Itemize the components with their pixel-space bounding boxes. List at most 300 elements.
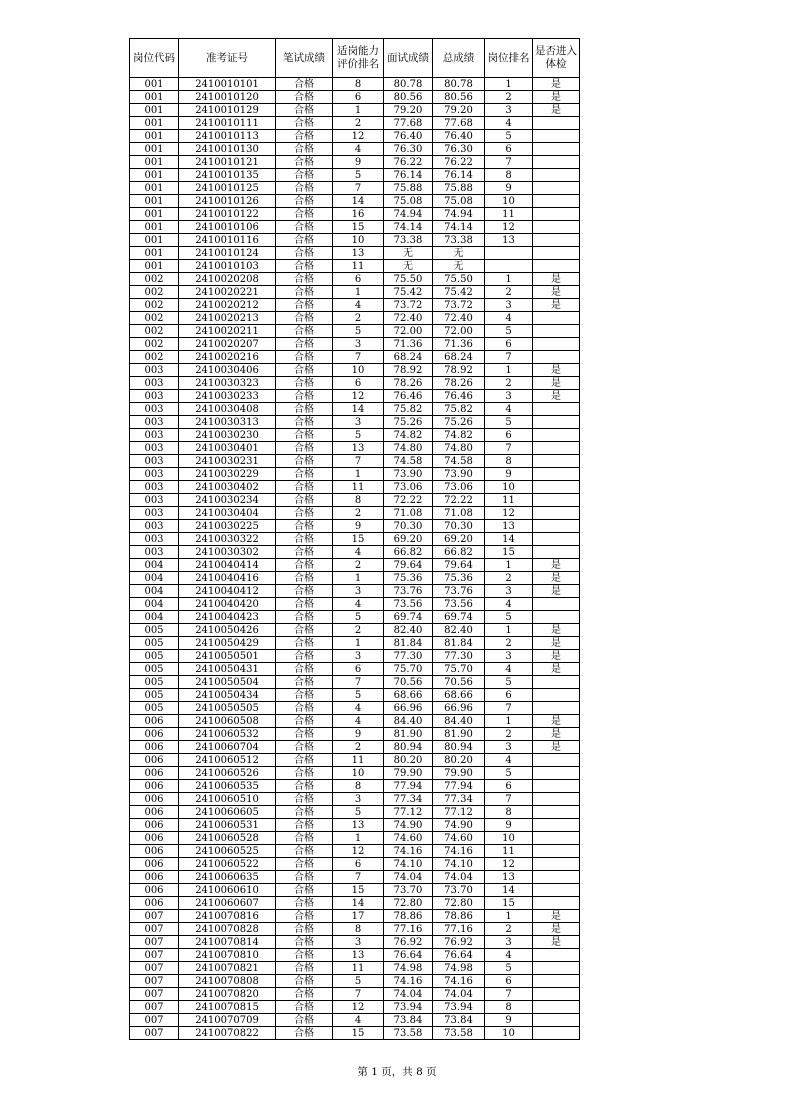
cell-position-code: 002 (130, 286, 179, 299)
cell-ticket-number: 2410030230 (179, 429, 276, 442)
cell-medical-exam (533, 780, 580, 793)
cell-interview-score: 66.96 (384, 702, 433, 715)
cell-ticket-number: 2410010121 (179, 156, 276, 169)
cell-written-score: 合格 (276, 169, 333, 182)
cell-interview-score: 74.04 (384, 988, 433, 1001)
cell-medical-exam (533, 598, 580, 611)
cell-position-rank: 7 (485, 793, 533, 806)
cell-position-code: 003 (130, 455, 179, 468)
cell-total-score: 74.58 (433, 455, 485, 468)
cell-written-score: 合格 (276, 182, 333, 195)
cell-ticket-number: 2410010135 (179, 169, 276, 182)
cell-total-score: 78.92 (433, 364, 485, 377)
cell-interview-score: 81.84 (384, 637, 433, 650)
cell-ticket-number: 2410070828 (179, 923, 276, 936)
cell-written-score: 合格 (276, 897, 333, 910)
cell-aptitude-rank: 10 (333, 234, 384, 247)
cell-aptitude-rank: 3 (333, 338, 384, 351)
cell-written-score: 合格 (276, 975, 333, 988)
cell-medical-exam (533, 819, 580, 832)
cell-interview-score: 82.40 (384, 624, 433, 637)
cell-written-score: 合格 (276, 78, 333, 91)
cell-total-score: 84.40 (433, 715, 485, 728)
header-ticket-number: 准考证号 (179, 39, 276, 78)
cell-total-score: 70.30 (433, 520, 485, 533)
cell-position-rank: 13 (485, 871, 533, 884)
cell-interview-score: 72.40 (384, 312, 433, 325)
cell-total-score: 72.40 (433, 312, 485, 325)
cell-interview-score: 72.00 (384, 325, 433, 338)
cell-position-code: 001 (130, 182, 179, 195)
cell-interview-score: 74.16 (384, 975, 433, 988)
cell-position-code: 006 (130, 767, 179, 780)
cell-position-rank: 5 (485, 767, 533, 780)
cell-written-score: 合格 (276, 585, 333, 598)
table-row (130, 494, 580, 507)
cell-ticket-number: 2410040414 (179, 559, 276, 572)
cell-position-rank: 10 (485, 481, 533, 494)
cell-medical-exam: 是 (533, 91, 580, 104)
cell-ticket-number: 2410030404 (179, 507, 276, 520)
cell-position-rank: 10 (485, 195, 533, 208)
cell-total-score: 74.60 (433, 832, 485, 845)
cell-position-code: 007 (130, 910, 179, 923)
cell-medical-exam (533, 611, 580, 624)
cell-interview-score: 80.94 (384, 741, 433, 754)
table-row (130, 754, 580, 767)
cell-position-rank: 15 (485, 897, 533, 910)
cell-written-score: 合格 (276, 286, 333, 299)
cell-interview-score: 74.58 (384, 455, 433, 468)
cell-written-score: 合格 (276, 338, 333, 351)
cell-ticket-number: 2410060512 (179, 754, 276, 767)
cell-interview-score: 77.34 (384, 793, 433, 806)
cell-medical-exam (533, 260, 580, 273)
cell-aptitude-rank: 1 (333, 832, 384, 845)
cell-position-code: 001 (130, 260, 179, 273)
cell-position-rank: 5 (485, 676, 533, 689)
cell-ticket-number: 2410030229 (179, 468, 276, 481)
table-row (130, 910, 580, 923)
cell-total-score: 75.08 (433, 195, 485, 208)
cell-position-code: 002 (130, 325, 179, 338)
cell-position-code: 007 (130, 949, 179, 962)
cell-medical-exam (533, 1027, 580, 1040)
cell-aptitude-rank: 15 (333, 884, 384, 897)
cell-interview-score: 76.22 (384, 156, 433, 169)
cell-position-rank: 1 (485, 78, 533, 91)
table-row (130, 533, 580, 546)
table-row (130, 598, 580, 611)
table-row (130, 949, 580, 962)
cell-total-score: 82.40 (433, 624, 485, 637)
cell-interview-score: 75.70 (384, 663, 433, 676)
table-row (130, 156, 580, 169)
cell-aptitude-rank: 10 (333, 364, 384, 377)
cell-ticket-number: 2410010122 (179, 208, 276, 221)
cell-aptitude-rank: 6 (333, 377, 384, 390)
cell-aptitude-rank: 12 (333, 845, 384, 858)
cell-aptitude-rank: 15 (333, 1027, 384, 1040)
cell-medical-exam: 是 (533, 299, 580, 312)
cell-interview-score: 69.20 (384, 533, 433, 546)
cell-position-code: 003 (130, 546, 179, 559)
cell-total-score: 66.96 (433, 702, 485, 715)
cell-position-code: 006 (130, 832, 179, 845)
cell-interview-score: 70.56 (384, 676, 433, 689)
cell-total-score: 80.78 (433, 78, 485, 91)
cell-written-score: 合格 (276, 650, 333, 663)
cell-ticket-number: 2410010129 (179, 104, 276, 117)
cell-medical-exam (533, 871, 580, 884)
cell-position-code: 006 (130, 845, 179, 858)
results-table (129, 38, 580, 1040)
cell-position-rank: 8 (485, 806, 533, 819)
cell-position-rank: 6 (485, 689, 533, 702)
cell-total-score: 75.26 (433, 416, 485, 429)
cell-written-score: 合格 (276, 351, 333, 364)
cell-medical-exam (533, 221, 580, 234)
cell-ticket-number: 2410010124 (179, 247, 276, 260)
cell-medical-exam: 是 (533, 624, 580, 637)
cell-ticket-number: 2410020211 (179, 325, 276, 338)
cell-position-rank: 2 (485, 572, 533, 585)
cell-ticket-number: 2410010125 (179, 182, 276, 195)
cell-written-score: 合格 (276, 702, 333, 715)
cell-ticket-number: 2410060531 (179, 819, 276, 832)
cell-total-score: 66.82 (433, 546, 485, 559)
cell-total-score: 72.00 (433, 325, 485, 338)
cell-aptitude-rank: 7 (333, 676, 384, 689)
cell-interview-score: 74.16 (384, 845, 433, 858)
cell-position-rank: 4 (485, 949, 533, 962)
cell-written-score: 合格 (276, 130, 333, 143)
cell-ticket-number: 2410070815 (179, 1001, 276, 1014)
cell-position-rank: 8 (485, 169, 533, 182)
cell-medical-exam (533, 156, 580, 169)
table-row (130, 793, 580, 806)
cell-aptitude-rank: 1 (333, 286, 384, 299)
cell-medical-exam: 是 (533, 637, 580, 650)
cell-written-score: 合格 (276, 377, 333, 390)
cell-written-score: 合格 (276, 1014, 333, 1027)
cell-medical-exam (533, 754, 580, 767)
cell-medical-exam: 是 (533, 364, 580, 377)
cell-total-score: 74.90 (433, 819, 485, 832)
table-row (130, 806, 580, 819)
cell-interview-score: 73.72 (384, 299, 433, 312)
cell-medical-exam: 是 (533, 923, 580, 936)
cell-position-rank: 5 (485, 962, 533, 975)
cell-aptitude-rank: 14 (333, 897, 384, 910)
cell-interview-score: 73.90 (384, 468, 433, 481)
cell-ticket-number: 2410060508 (179, 715, 276, 728)
cell-medical-exam: 是 (533, 286, 580, 299)
cell-position-rank: 10 (485, 1027, 533, 1040)
cell-medical-exam: 是 (533, 572, 580, 585)
cell-ticket-number: 2410010120 (179, 91, 276, 104)
cell-medical-exam (533, 962, 580, 975)
table-row (130, 585, 580, 598)
cell-written-score: 合格 (276, 468, 333, 481)
cell-written-score: 合格 (276, 832, 333, 845)
cell-position-code: 006 (130, 728, 179, 741)
cell-ticket-number: 2410030408 (179, 403, 276, 416)
cell-medical-exam (533, 949, 580, 962)
cell-written-score: 合格 (276, 221, 333, 234)
cell-position-rank: 4 (485, 117, 533, 130)
cell-total-score: 72.22 (433, 494, 485, 507)
cell-total-score: 81.84 (433, 637, 485, 650)
cell-ticket-number: 2410030322 (179, 533, 276, 546)
cell-written-score: 合格 (276, 741, 333, 754)
cell-position-rank: 7 (485, 702, 533, 715)
cell-aptitude-rank: 8 (333, 78, 384, 91)
cell-position-code: 003 (130, 364, 179, 377)
cell-ticket-number: 2410030231 (179, 455, 276, 468)
cell-total-score: 75.82 (433, 403, 485, 416)
cell-position-code: 002 (130, 312, 179, 325)
cell-position-rank: 14 (485, 884, 533, 897)
cell-aptitude-rank: 5 (333, 325, 384, 338)
table-row (130, 208, 580, 221)
cell-position-rank: 4 (485, 403, 533, 416)
cell-position-code: 005 (130, 702, 179, 715)
cell-position-code: 003 (130, 390, 179, 403)
cell-aptitude-rank: 2 (333, 741, 384, 754)
cell-position-rank: 1 (485, 364, 533, 377)
cell-aptitude-rank: 11 (333, 260, 384, 273)
cell-aptitude-rank: 4 (333, 715, 384, 728)
cell-position-code: 007 (130, 962, 179, 975)
cell-interview-score: 73.94 (384, 1001, 433, 1014)
cell-total-score: 74.16 (433, 975, 485, 988)
cell-written-score: 合格 (276, 845, 333, 858)
cell-aptitude-rank: 7 (333, 351, 384, 364)
cell-interview-score: 68.66 (384, 689, 433, 702)
cell-total-score: 77.12 (433, 806, 485, 819)
cell-position-code: 004 (130, 559, 179, 572)
cell-medical-exam: 是 (533, 910, 580, 923)
cell-aptitude-rank: 13 (333, 819, 384, 832)
cell-aptitude-rank: 4 (333, 702, 384, 715)
cell-position-code: 004 (130, 585, 179, 598)
cell-position-code: 006 (130, 793, 179, 806)
cell-medical-exam (533, 351, 580, 364)
cell-ticket-number: 2410070709 (179, 1014, 276, 1027)
cell-position-rank: 3 (485, 585, 533, 598)
cell-ticket-number: 2410010106 (179, 221, 276, 234)
cell-medical-exam: 是 (533, 741, 580, 754)
table-row (130, 663, 580, 676)
header-interview-score: 面试成绩 (384, 39, 433, 78)
table-row (130, 195, 580, 208)
cell-position-code: 003 (130, 533, 179, 546)
cell-ticket-number: 2410020221 (179, 286, 276, 299)
cell-position-code: 002 (130, 299, 179, 312)
cell-written-score: 合格 (276, 260, 333, 273)
cell-interview-score: 73.70 (384, 884, 433, 897)
cell-medical-exam (533, 234, 580, 247)
cell-written-score: 合格 (276, 559, 333, 572)
cell-aptitude-rank: 4 (333, 299, 384, 312)
cell-medical-exam: 是 (533, 663, 580, 676)
cell-position-code: 005 (130, 676, 179, 689)
table-row (130, 559, 580, 572)
cell-ticket-number: 2410050431 (179, 663, 276, 676)
cell-interview-score: 73.76 (384, 585, 433, 598)
cell-aptitude-rank: 2 (333, 507, 384, 520)
table-row (130, 416, 580, 429)
cell-medical-exam: 是 (533, 715, 580, 728)
cell-ticket-number: 2410070816 (179, 910, 276, 923)
table-row (130, 858, 580, 871)
cell-written-score: 合格 (276, 481, 333, 494)
cell-ticket-number: 2410050501 (179, 650, 276, 663)
cell-written-score: 合格 (276, 247, 333, 260)
cell-total-score: 77.94 (433, 780, 485, 793)
table-row (130, 273, 580, 286)
cell-total-score: 75.50 (433, 273, 485, 286)
cell-medical-exam (533, 429, 580, 442)
cell-medical-exam (533, 988, 580, 1001)
cell-written-score: 合格 (276, 663, 333, 676)
cell-written-score: 合格 (276, 910, 333, 923)
table-row (130, 182, 580, 195)
cell-position-code: 006 (130, 897, 179, 910)
cell-position-rank: 5 (485, 130, 533, 143)
cell-medical-exam (533, 117, 580, 130)
cell-position-code: 004 (130, 611, 179, 624)
cell-written-score: 合格 (276, 962, 333, 975)
table-row (130, 468, 580, 481)
cell-position-rank: 14 (485, 533, 533, 546)
cell-position-code: 006 (130, 780, 179, 793)
cell-ticket-number: 2410060607 (179, 897, 276, 910)
table-row (130, 260, 580, 273)
table-row (130, 130, 580, 143)
cell-aptitude-rank: 3 (333, 650, 384, 663)
table-row (130, 611, 580, 624)
cell-interview-score: 73.38 (384, 234, 433, 247)
cell-position-code: 007 (130, 1014, 179, 1027)
cell-interview-score: 74.10 (384, 858, 433, 871)
cell-medical-exam (533, 403, 580, 416)
cell-written-score: 合格 (276, 767, 333, 780)
cell-ticket-number: 2410050505 (179, 702, 276, 715)
cell-medical-exam (533, 312, 580, 325)
cell-position-code: 001 (130, 91, 179, 104)
cell-position-rank (485, 247, 533, 260)
cell-medical-exam: 是 (533, 377, 580, 390)
cell-written-score: 合格 (276, 234, 333, 247)
cell-position-rank: 12 (485, 221, 533, 234)
cell-position-rank: 1 (485, 715, 533, 728)
cell-total-score: 68.66 (433, 689, 485, 702)
cell-ticket-number: 2410060525 (179, 845, 276, 858)
cell-position-rank: 12 (485, 507, 533, 520)
cell-position-code: 001 (130, 130, 179, 143)
cell-position-rank: 1 (485, 910, 533, 923)
cell-position-code: 003 (130, 494, 179, 507)
cell-ticket-number: 2410040416 (179, 572, 276, 585)
cell-aptitude-rank: 4 (333, 546, 384, 559)
cell-position-code: 002 (130, 273, 179, 286)
cell-medical-exam (533, 468, 580, 481)
cell-written-score: 合格 (276, 780, 333, 793)
cell-interview-score: 74.82 (384, 429, 433, 442)
cell-interview-score: 77.94 (384, 780, 433, 793)
cell-medical-exam: 是 (533, 936, 580, 949)
table-row (130, 312, 580, 325)
cell-medical-exam: 是 (533, 273, 580, 286)
cell-position-rank: 3 (485, 104, 533, 117)
cell-total-score: 76.14 (433, 169, 485, 182)
cell-total-score: 80.56 (433, 91, 485, 104)
cell-written-score: 合格 (276, 624, 333, 637)
cell-interview-score: 78.92 (384, 364, 433, 377)
cell-total-score: 80.94 (433, 741, 485, 754)
cell-ticket-number: 2410060510 (179, 793, 276, 806)
cell-position-code: 005 (130, 624, 179, 637)
table-row (130, 377, 580, 390)
cell-written-score: 合格 (276, 143, 333, 156)
cell-ticket-number: 2410020212 (179, 299, 276, 312)
cell-total-score: 80.20 (433, 754, 485, 767)
cell-interview-score: 74.90 (384, 819, 433, 832)
cell-written-score: 合格 (276, 1027, 333, 1040)
cell-medical-exam (533, 325, 580, 338)
cell-total-score: 79.20 (433, 104, 485, 117)
cell-position-code: 006 (130, 741, 179, 754)
cell-total-score: 79.64 (433, 559, 485, 572)
header-written-score: 笔试成绩 (276, 39, 333, 78)
cell-position-rank: 4 (485, 598, 533, 611)
cell-ticket-number: 2410050429 (179, 637, 276, 650)
cell-medical-exam: 是 (533, 559, 580, 572)
cell-aptitude-rank: 2 (333, 312, 384, 325)
cell-ticket-number: 2410060532 (179, 728, 276, 741)
cell-written-score: 合格 (276, 273, 333, 286)
cell-interview-score: 75.26 (384, 416, 433, 429)
cell-position-rank: 5 (485, 416, 533, 429)
cell-aptitude-rank: 1 (333, 468, 384, 481)
cell-written-score: 合格 (276, 637, 333, 650)
cell-aptitude-rank: 1 (333, 572, 384, 585)
cell-position-code: 001 (130, 247, 179, 260)
cell-written-score: 合格 (276, 949, 333, 962)
cell-position-code: 003 (130, 377, 179, 390)
cell-total-score: 无 (433, 247, 485, 260)
table-row (130, 780, 580, 793)
cell-written-score: 合格 (276, 715, 333, 728)
cell-ticket-number: 2410030402 (179, 481, 276, 494)
cell-position-rank: 6 (485, 429, 533, 442)
cell-position-rank: 10 (485, 832, 533, 845)
cell-medical-exam (533, 975, 580, 988)
cell-aptitude-rank: 7 (333, 988, 384, 1001)
cell-aptitude-rank: 5 (333, 689, 384, 702)
cell-aptitude-rank: 12 (333, 390, 384, 403)
cell-position-code: 006 (130, 819, 179, 832)
cell-position-rank: 9 (485, 1014, 533, 1027)
cell-ticket-number: 2410050504 (179, 676, 276, 689)
cell-interview-score: 76.40 (384, 130, 433, 143)
cell-position-code: 006 (130, 871, 179, 884)
cell-total-score: 74.98 (433, 962, 485, 975)
cell-written-score: 合格 (276, 429, 333, 442)
cell-total-score: 73.72 (433, 299, 485, 312)
